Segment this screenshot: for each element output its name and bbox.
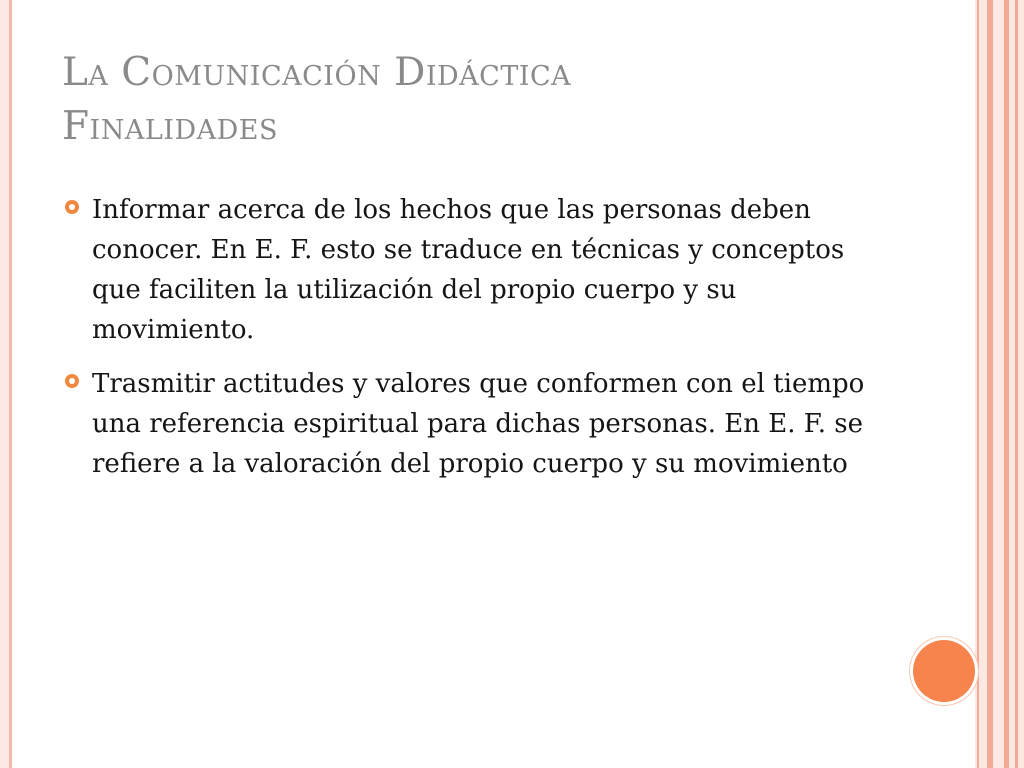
stripe [1015, 0, 1018, 768]
circle-bullet-icon [65, 374, 79, 388]
bullet-item [62, 190, 882, 350]
bullet-item [62, 364, 882, 484]
stripe [977, 0, 979, 768]
slide-title-line-2: Finalidades [62, 104, 278, 149]
stripe [987, 0, 993, 768]
bullet-text: Informar acerca de los hechos que las personas deben conocer. En E. F. esto se traduce en técnicas y conceptos que faciliten la utilización del propio cuerpo y su movimiento. [92, 195, 845, 345]
orange-circle-icon [913, 640, 975, 702]
left-border-decoration [0, 0, 12, 768]
circle-bullet-icon [65, 200, 79, 214]
right-stripe-decoration [975, 0, 1024, 768]
slide-title-line-1: La Comunicación Didáctica [62, 50, 572, 95]
slide-title [62, 46, 912, 154]
bullet-text: Trasmitir actitudes y valores que conformen con el tiempo una referencia espiritual para dichas personas. En E. F. se refiere a la valoración del propio cuerpo y su movimiento [92, 369, 865, 479]
bullet-list [62, 190, 882, 498]
stripe [1004, 0, 1009, 768]
